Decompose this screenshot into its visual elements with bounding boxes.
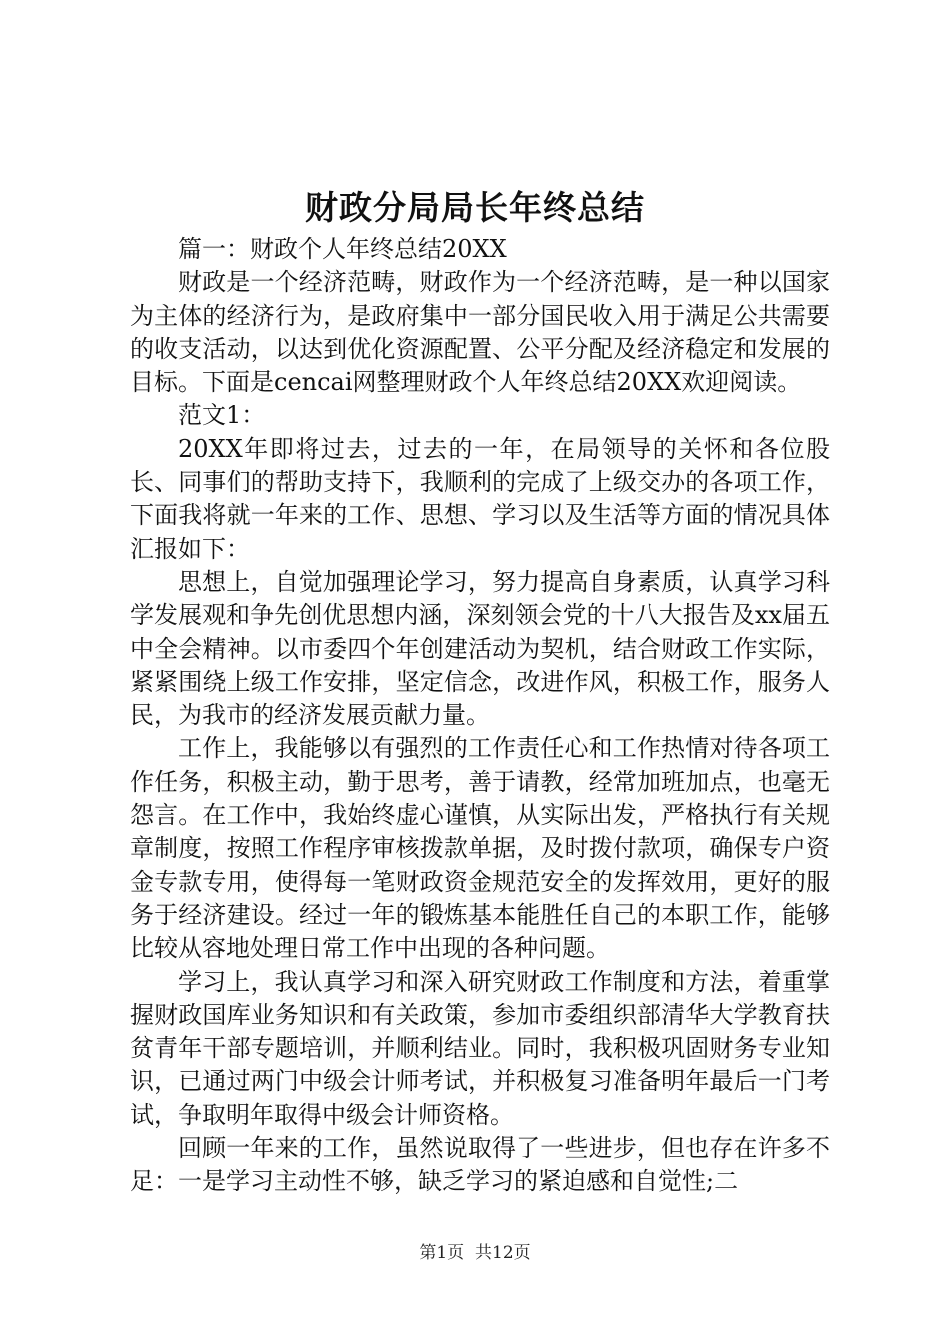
sample-heading: 范文1：	[178, 401, 266, 430]
paragraph: 20XX年即将过去，过去的一年，在局领导的关怀和各位股长、同事们的帮助支持下，我顺利的完成了上级交办的各项工作，下面我将就一年来的工作、思想、学习以及生活等方面的情况具体汇报如下：	[130, 434, 830, 563]
footer-separator	[464, 1243, 475, 1263]
page-number: 第1页	[419, 1243, 465, 1263]
paragraph: 财政是一个经济范畴，财政作为一个经济范畴，是一种以国家为主体的经济行为，是政府集中一部分国民收入用于满足公共需要的收支活动，以达到优化资源配置、公平分配及经济稳定和发展的目标。下面是cencai网整理财政个人年终总结20XX欢迎阅读。	[130, 268, 830, 397]
page-footer	[0, 1242, 950, 1264]
page-total: 共12页	[475, 1243, 531, 1263]
paragraph: 思想上，自觉加强理论学习，努力提高自身素质，认真学习科学发展观和争先创优思想内涵，深刻领会党的十八大报告及xx届五中全会精神。以市委四个年创建活动为契机，结合财政工作实际，紧紧围绕上级工作安排，坚定信念，改进作风，积极工作，服务人民，为我市的经济发展贡献力量。	[130, 567, 830, 730]
section-heading: 篇一：财政个人年终总结20XX	[178, 235, 507, 263]
document-body	[130, 233, 830, 1199]
paragraph: 学习上，我认真学习和深入研究财政工作制度和方法，着重掌握财政国库业务知识和有关政策，参加市委组织部清华大学教育扶贫青年干部专题培训，并顺利结业。同时，我积极巩固财务专业知识，已通过两门中级会计师考试，并积极复习准备明年最后一门考试，争取明年取得中级会计师资格。	[130, 967, 830, 1129]
paragraph: 回顾一年来的工作，虽然说取得了一些进步，但也存在许多不足：一是学习主动性不够，缺乏学习的紧迫感和自觉性;二	[130, 1134, 830, 1196]
paragraph: 工作上，我能够以有强烈的工作责任心和工作热情对待各项工作任务，积极主动，勤于思考，善于请教，经常加班加点，也毫无怨言。在工作中，我始终虚心谨慎，从实际出发，严格执行有关规章制度，按照工作程序审核拨款单据，及时拨付款项，确保专户资金专款专用，使得每一笔财政资金规范安全的发挥效用，更好的服务于经济建设。经过一年的锻炼基本能胜任自己的本职工作，能够比较从容地处理日常工作中出现的各种问题。	[130, 734, 830, 963]
document-title: 财政分局局长年终总结	[305, 188, 645, 227]
